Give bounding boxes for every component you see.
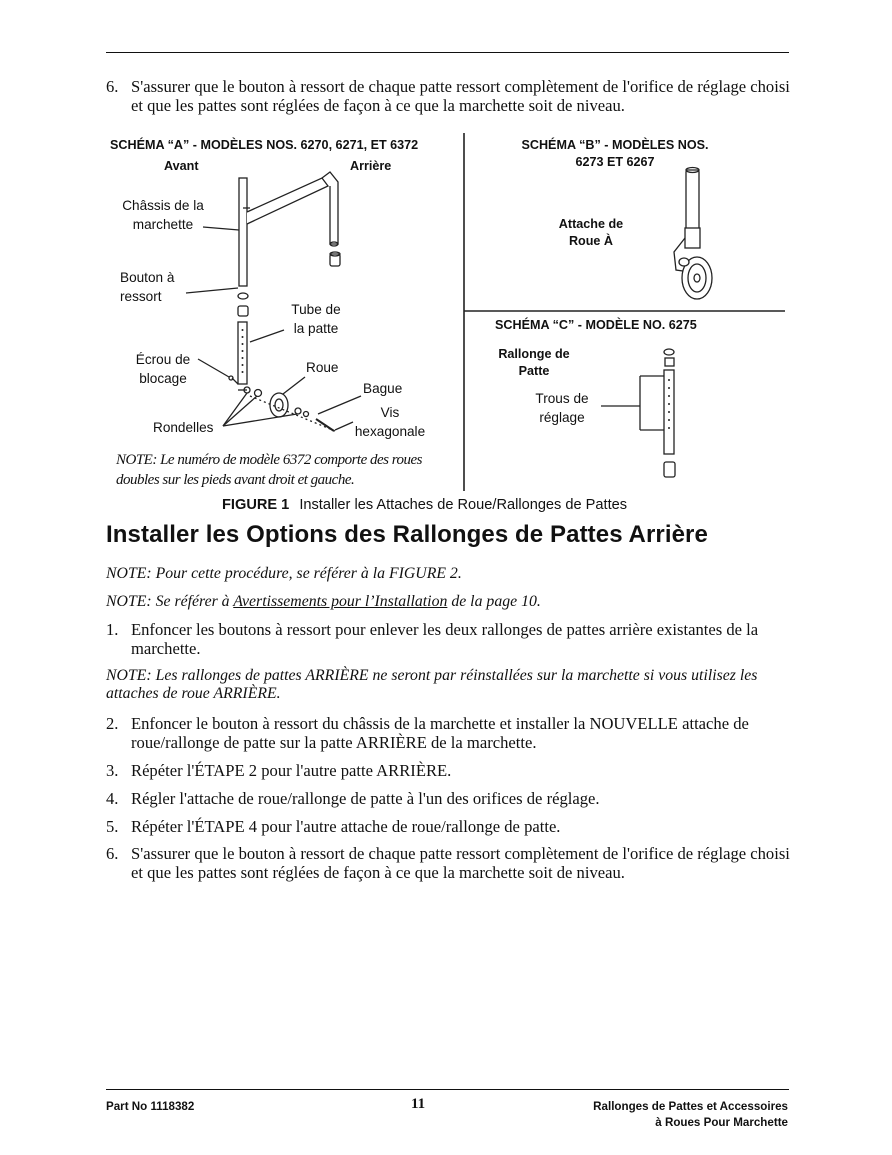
step-text: Enfoncer le bouton à ressort du châssis de la marchette et installer la NOUVELLE attache de roue/rallonge de patte sur la patte ARRIÈRE de la marchette. xyxy=(131,714,749,752)
step-number: 4. xyxy=(106,789,119,808)
step-number: 6. xyxy=(106,844,119,863)
note-text-before: NOTE: Se référer à xyxy=(106,593,234,610)
figure-1-illustration xyxy=(0,0,892,520)
note-warnings-reference xyxy=(106,593,796,611)
schema-b-title: SCHÉMA “B” - MODÈLES NOS. 6273 ET 6267 xyxy=(521,138,709,169)
section-title: Installer les Options des Rallonges de Pattes Arrière xyxy=(106,521,708,548)
footer-document-title xyxy=(540,1099,788,1131)
step-text: Enfoncer les boutons à ressort pour enlever les deux rallonges de pattes arrière existantes de la marchette. xyxy=(131,620,759,658)
figure-caption-text: Installer les Attaches de Roue/Rallonges de Pattes xyxy=(299,497,628,513)
schema-c-title: SCHÉMA “C” - MODÈLE NO. 6275 xyxy=(495,318,697,332)
bushing-label: Bague xyxy=(363,381,403,396)
wheel-label: Roue xyxy=(306,360,339,375)
figure-caption xyxy=(222,497,627,513)
schema-a-rear-label: Arrière xyxy=(350,159,392,173)
footer-title-line1: Rallonges de Pattes et Accessoires xyxy=(593,1100,788,1113)
footer-page-number: 11 xyxy=(411,1096,426,1112)
warnings-link[interactable]: Avertissements pour l’Installation xyxy=(233,593,448,610)
locknut-label: Écrou de blocage xyxy=(135,352,191,386)
list-item xyxy=(106,844,796,882)
step-number: 3. xyxy=(106,761,119,780)
frame-label: Châssis de la marchette xyxy=(122,198,204,232)
list-item xyxy=(106,789,796,808)
schema-c-label: Rallonge de Patte xyxy=(498,347,570,378)
step-number: 5. xyxy=(106,817,119,836)
holes-label: Trous de réglage xyxy=(535,391,589,425)
step-number: 6. xyxy=(106,77,119,96)
schema-a-front-label: Avant xyxy=(164,159,199,173)
note-text-after: de la page 10. xyxy=(447,593,541,610)
footer-rule xyxy=(106,1089,789,1090)
footer-part-number: Part No 1118382 xyxy=(106,1100,195,1113)
step-text: S'assurer que le bouton à ressort de chaque patte ressort complètement de l'orifice de réglage choisi et que les pattes sont réglées de façon à ce que la marchette soit de niveau. xyxy=(131,77,790,115)
step-text: S'assurer que le bouton à ressort de chaque patte ressort complètement de l'orifice de réglage choisi et que les pattes sont réglées de façon à ce que la marchette soit de niveau. xyxy=(131,844,790,882)
figure-caption-label: FIGURE 1 xyxy=(222,497,290,513)
list-item xyxy=(106,620,796,658)
step-text: Répéter l'ÉTAPE 2 pour l'autre patte ARRIÈRE. xyxy=(131,761,452,780)
bolt-label: Vis hexagonale xyxy=(354,405,426,439)
note-figure-reference: NOTE: Pour cette procédure, se référer à la FIGURE 2. xyxy=(106,565,462,582)
schema-b-label: Attache de Roue À xyxy=(558,217,624,248)
list-item xyxy=(106,714,796,752)
button-label: Bouton à ressort xyxy=(120,270,175,304)
schema-a-note: NOTE: Le numéro de modèle 6372 comporte des roues doubles sur les pieds avant droit et gauche. xyxy=(116,452,423,488)
step-number: 1. xyxy=(106,620,119,639)
washers-label: Rondelles xyxy=(153,420,214,435)
note-rear-extensions: NOTE: Les rallonges de pattes ARRIÈRE ne seront par réinstallées sur la marchette si vous utilisez les attaches de roue ARRIÈRE. xyxy=(106,667,758,702)
step-number: 2. xyxy=(106,714,119,733)
footer-title-line2: à Roues Pour Marchette xyxy=(655,1116,788,1129)
tube-label: Tube de la patte xyxy=(291,302,341,336)
schema-a-title: SCHÉMA “A” - MODÈLES NOS. 6270, 6271, ET 6372 xyxy=(110,138,419,152)
list-item xyxy=(106,761,796,780)
step-text: Répéter l'ÉTAPE 4 pour l'autre attache de roue/rallonge de patte. xyxy=(131,817,561,836)
step-text: Régler l'attache de roue/rallonge de patte à l'un des orifices de réglage. xyxy=(131,789,600,808)
list-item xyxy=(106,817,796,836)
